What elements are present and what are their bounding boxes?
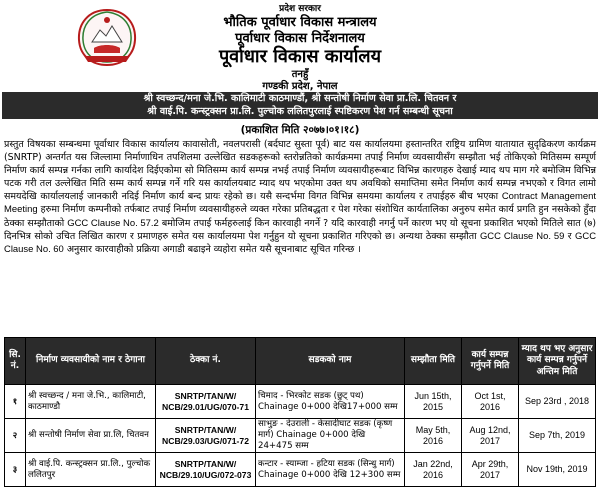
row-agreement-date: May 5th, 2016 (405, 419, 462, 453)
header-contractor: निर्माण व्यवसायीको नाम र ठेगाना (26, 338, 156, 385)
body-part-3: बमोजिम तपाई फर्महरुलाई किन कारवाही नगर्ने ? यदि कारवाही नगर्नु पर्ने कारण भए यो सूचना प्रकाशित भएको मितिले सात (७) दिनभित्र सोको उचित लिखित कारण र प्रमाणहरु समेत यस कार्यालयमा पेश गर्नुहुन यो सूचना प्रकाशित गरिएको छ। अन्यथा ठेक्का सम्झौता (4, 217, 596, 242)
banner-line-2: श्री वाई.पि. कन्स्ट्रक्सन प्रा.लि. पुल्चोक ललितपुरलाई स्पष्टिकरण पेश गर्न सम्बन्धी सूचना (147, 105, 453, 117)
row-contractor: श्री स्वच्छन्द / मना जे.भि., कालिमाटी, काठमाण्डौ (26, 385, 156, 419)
header-final-date: म्याद थप भए अनुसार कार्य सम्पन्न गर्नुपर्ने अन्तिम मिति (519, 338, 596, 385)
row-completion-date: Apr 29th, 2017 (462, 453, 519, 487)
body-part-5: अनुसार कारवाहीको प्रक्रिया अगाडी बढाइने व्यहोरा समेत यसै सूचनाबाट सूचित गरिन्छ । (66, 243, 361, 255)
row-agreement-date: Jun 15th, 2015 (405, 385, 462, 419)
row-serial: २ (5, 419, 26, 453)
table-header-row (5, 338, 596, 385)
row-completion-date: Oct 1st, 2016 (462, 385, 519, 419)
row-road-name: कन्टार - स्याम्जा - हटिया सडक (सिन्धु मार्ग) Chainage 0+000 देखि 12+300 सम्म (256, 453, 405, 487)
row-final-date: Nov 19th, 2019 (519, 453, 596, 487)
row-contract-no: SNRTP/TAN/W/ NCB/29.10/UG/072-073 (156, 453, 256, 487)
row-contract-no: SNRTP/TAN/W/ NCB/29.01/UG/070-71 (156, 385, 256, 419)
row-agreement-date: Jan 22nd, 2016 (405, 453, 462, 487)
gcc-clause-60: GCC Clause No. 60 (4, 230, 597, 255)
header-serial: सि. नं. (5, 338, 26, 385)
row-final-date: Sep 7th, 2019 (519, 419, 596, 453)
office-address: गण्डकी प्रदेश, नेपाल (262, 81, 338, 92)
district-name: तनहुँ (291, 69, 309, 80)
published-date: (प्रकाशित मिति २०७७।०१।१८) (240, 124, 360, 136)
office-name: पूर्वाधार विकास कार्यालय (218, 46, 382, 67)
header-contract-no: ठेक्का नं. (156, 338, 256, 385)
contract-meeting-term: Contract Management Meeting (4, 191, 596, 216)
notice-header (0, 0, 600, 92)
row-contractor: श्री वाई.पि. कन्स्ट्रक्सन प्रा.लि., पुल्चोक ललितपुर (26, 453, 156, 487)
body-part-4: र (567, 230, 572, 242)
row-final-date: Sep 23rd , 2018 (519, 385, 596, 419)
table-row (5, 453, 596, 487)
banner-line-1: श्री स्वच्छन्द/मना जे.भि. कालिमाटी काठमाण्डौं, श्री सन्तोषी निर्माण सेवा प्रा.लि. चितवन र (143, 93, 457, 104)
row-road-name: साभुङ - देउराली - केसादीघाट सडक (कृष्ण मार्ग) Chainage 0+000 देखि 24+475 सम्म (256, 419, 405, 453)
gcc-clause-59: GCC Clause No. 59 (479, 230, 565, 242)
contractor-table (4, 337, 596, 487)
header-agreement-date: सम्झौता मिति (405, 338, 462, 385)
row-contract-no: SNRTP/TAN/W/ NCB/29.03/UG/071-72 (156, 419, 256, 453)
notice-title-banner (2, 92, 598, 119)
directorate-name: पूर्वाधार विकास निर्देशनालय (235, 31, 365, 46)
header-road-name: सडकको नाम (256, 338, 405, 385)
table-row (5, 385, 596, 419)
gcc-clause-57-2: GCC Clause No. 57.2 (67, 217, 159, 229)
row-completion-date: Aug 12nd, 2017 (462, 419, 519, 453)
body-part-1: प्रस्तुत विषयका सम्बन्धमा पूर्वाधार विकास कार्यालय कावासोती, नवलपरासी (बर्दघाट सुस्ता पूर्व) बाट यस कार्यालयमा हस्तान्तरित राष्ट्रिय ग्रामिण यातायात सुदृढिकरण कार्यक्रम (SNRTP) अन्तर्गत यस जिल्लामा निर्माणाधिन तपशिलमा उल्लेखित सडकहरूको स्तरोन्नतिको कार्यक्रममा तपाई निर्माण व्यवसायीसँग सम्झौता भई तोकिएको मितिसम्म सम्पूर्ण निर्माण कार्य सम्पन्न गर्नका लागि कार्यादेश दिईएकोमा सो मितिसम्म कार्य सम्पन्न नभई तपाई निर्माण व्यवसायीहरूबाट विभिन्न कारणहरु देखाई म्याद थप माग गरे बमोजिम विभिन्न पटक गरी तल उल्लेखित मिति सम्म कार्य सम्पन्न गर्ने गरि यस कार्यालयबाट म्याद थप भएकोमा उक्त थप अवधिको समाप्तिमा समेत निर्माण कार्य सम्पन्न नभएको र विगत लामो समयदेखि कार्यालयलाई जानकारी नदिई निर्माण कार्य बन्द प्रायः रहेको छ। यसै सन्दर्भमा विगत विभिन्न समयमा कार्यालय र तपाईहरु बीच भएका (4, 139, 596, 203)
table-row (5, 419, 596, 453)
row-road-name: चिमाद - भिरकोट सडक (छुट्‍ पथ) Chainage 0+000 देखि17+000 सम्म (256, 385, 405, 419)
row-serial: १ (5, 385, 26, 419)
row-serial: ३ (5, 453, 26, 487)
header-completion-date: कार्य सम्पन्न गर्नुपर्ने मिति (462, 338, 519, 385)
row-contractor: श्री सन्तोषी निर्माण सेवा प्रा.लि, चितवन (26, 419, 156, 453)
province-government: प्रदेश सरकार (279, 4, 321, 14)
notice-body (0, 138, 600, 256)
ministry-name: भौतिक पूर्वाधार विकास मन्त्रालय (223, 15, 377, 30)
body-part-2: हरुमा निर्माण कम्पनीको तर्फबाट तपाई निर्माण व्यवसायीहरुले व्यक्त गरेका प्रतिबद्धता र पेश गरेका संशोधित कार्यतालिका अनुरुप समेत कार्य प्रगति हुन नसकेको हुँदा ठेक्का सम्झौताको (4, 204, 596, 229)
